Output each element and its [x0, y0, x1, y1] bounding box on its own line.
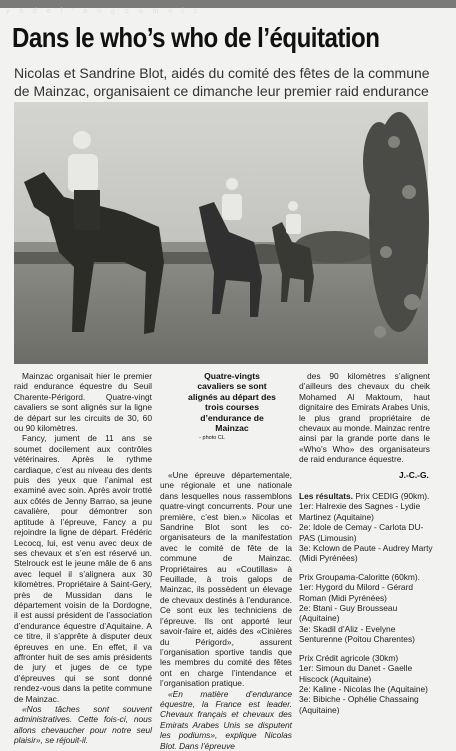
result-line: 2e: Kaline - Nicolas Ihe (Aquitaine) — [299, 683, 428, 694]
results-group-title: Prix Groupama-Caloritte (60km). — [299, 571, 421, 582]
result-line: 3e: Kclown de Paute - Audrey Marty (Midi Pyrénées) — [299, 543, 433, 564]
paragraph: Mainzac organisait hier le premier raid endurance équestre du Seuil Charente-Périgord. Quatre-vingt cavaliers se sont alignés sur la ligne de départ sur les circuits de 30, 60 ou 90 kilomètres. — [14, 371, 152, 434]
section-banner — [0, 0, 456, 15]
result-line: 3e: Bibiche - Ophélie Chassaing (Aquitaine) — [299, 694, 419, 715]
section-banner-text: y s d e l ' a n g o u m o i s — [6, 8, 202, 15]
riders-photo-illustration — [14, 102, 428, 364]
results-group-title: Prix Crédit agricole (30km) — [299, 652, 399, 663]
paragraph: Fancy, jument de 11 ans se soumet docilement aux contrôles vétérinaires. Après le rythme cardiaque, c’est au niveau des dents puis des yeux que l’animal est examiné avec soin. Après avoir trotté aux côtés de Jenny Barrao, sa jeune cavalière, pour démontrer son aptitude à l’épreuve, Fancy a pu rejoindre la ligne de départ. Frédéric Lecocq, lui, est venu avec deux de ses chevaux et s’en est réservé un. Stelrouck est le jeune mâle de 6 ans avec lequel il s’alignera aux 30 kilomètres. Propriétaire à Saint-Gery, près de Mussidan dans le département voisin de la Dordogne, il est aussi président de l’association d’endurance équestre d’Aquitaine. A ce titre, il s’apprête à disputer deux épreuves en une. En effet, il va affronter huit de ses amis présidents de jury et juges de ce type d’épreuves qui se sont donné rendez-vous dans la petite commune de Mainzac. — [14, 433, 152, 704]
photo-caption-text: Quatre-vingts cavaliers se sont alignés au départ des trois courses d’endurance de Mainzac — [188, 371, 276, 434]
result-line: 3e: Skadil d’Aliz - Evelyne Senturenne (Poitou Charentes) — [299, 623, 415, 645]
results-group-90km — [299, 491, 433, 564]
result-line: 1er: Halrexie des Sagnes - Lydie Martinez (Aquitaine) — [299, 501, 421, 522]
photo-credit: - photo CL — [199, 435, 225, 442]
result-line: 1er: Hygord du Milord - Gérard Roman (Midi Pyrénées) — [299, 582, 414, 603]
article-photo — [14, 102, 428, 364]
results-box — [299, 491, 433, 723]
quote-paragraph: «En matière d’endurance équestre, la France est leader. Chevaux français et chevaux des Emirats Arabes Unis se disputent les podiums», explique Nicolas Blot. Dans l’épreuve — [160, 688, 292, 751]
article-title: Dans le who’s who de l’équitation — [12, 22, 380, 53]
result-line: 2e: Btani - Guy Brousseau (Aquitaine) — [299, 603, 398, 624]
article-column-1 — [14, 371, 152, 746]
results-heading: Les résultats. — [299, 491, 353, 501]
results-group-60km — [299, 572, 433, 645]
photo-caption — [186, 371, 278, 444]
author-signature: J.-C.-G. — [399, 470, 429, 480]
paragraph: des 90 kilomètres s’alignent d’ailleurs des chevaux du cheik Mohamed Al Maktoum, haut dignitaire des Emirats Arabes Unis, le plus grand propriétaire de chevaux au monde. Mainzac rentre ainsi par la grande porte dans le «Who’s Who» des organisateurs de raid endurance équestre. — [299, 371, 430, 465]
article-column-2 — [160, 470, 292, 751]
quote-paragraph: «Nos tâches sont souvent administratives. Cette fois-ci, nous allons chevaucher pour notre seul plaisir», se réjouit-il. — [14, 704, 152, 746]
results-group-30km — [299, 653, 433, 715]
article-subtitle: Nicolas et Sandrine Blot, aidés du comité des fêtes de la commune de Mainzac, organisaient ce dimanche leur premier raid endurance — [14, 65, 430, 99]
result-line: 2e: Idole de Cemay - Carlota DU-PAS (Limousin) — [299, 522, 424, 543]
article-column-3 — [299, 371, 430, 465]
result-line: 1er: Simoun du Danet - Gaelle Hiscock (Aquitaine) — [299, 663, 413, 684]
results-group-title: Prix CEDIG (90km). — [355, 491, 430, 501]
paragraph: «Une épreuve départementale, une régionale et une nationale dans lesquelles nous rassemblons quatre-vingt concurrents. Pour une première, c’est bien.» Nicolas et Sandrine Blot sont les co-organisateurs de la manifestation avec le comité de fête de la commune de Mainzac. Propriétaires au «Coutillas» à Feuillade, à trois galops de Mainzac, ils possèdent un élevage de chevaux destinés à l’endurance. Ce sont eux les techniciens de l’épreuve. Ils ont apporté leur savoir-faire et, aidés des «Cinières du Périgord», assurent l’organisation sportive tandis que les membres du comité des fêtes ont en charge l’intendance et l’organisation pratique. — [160, 470, 292, 689]
